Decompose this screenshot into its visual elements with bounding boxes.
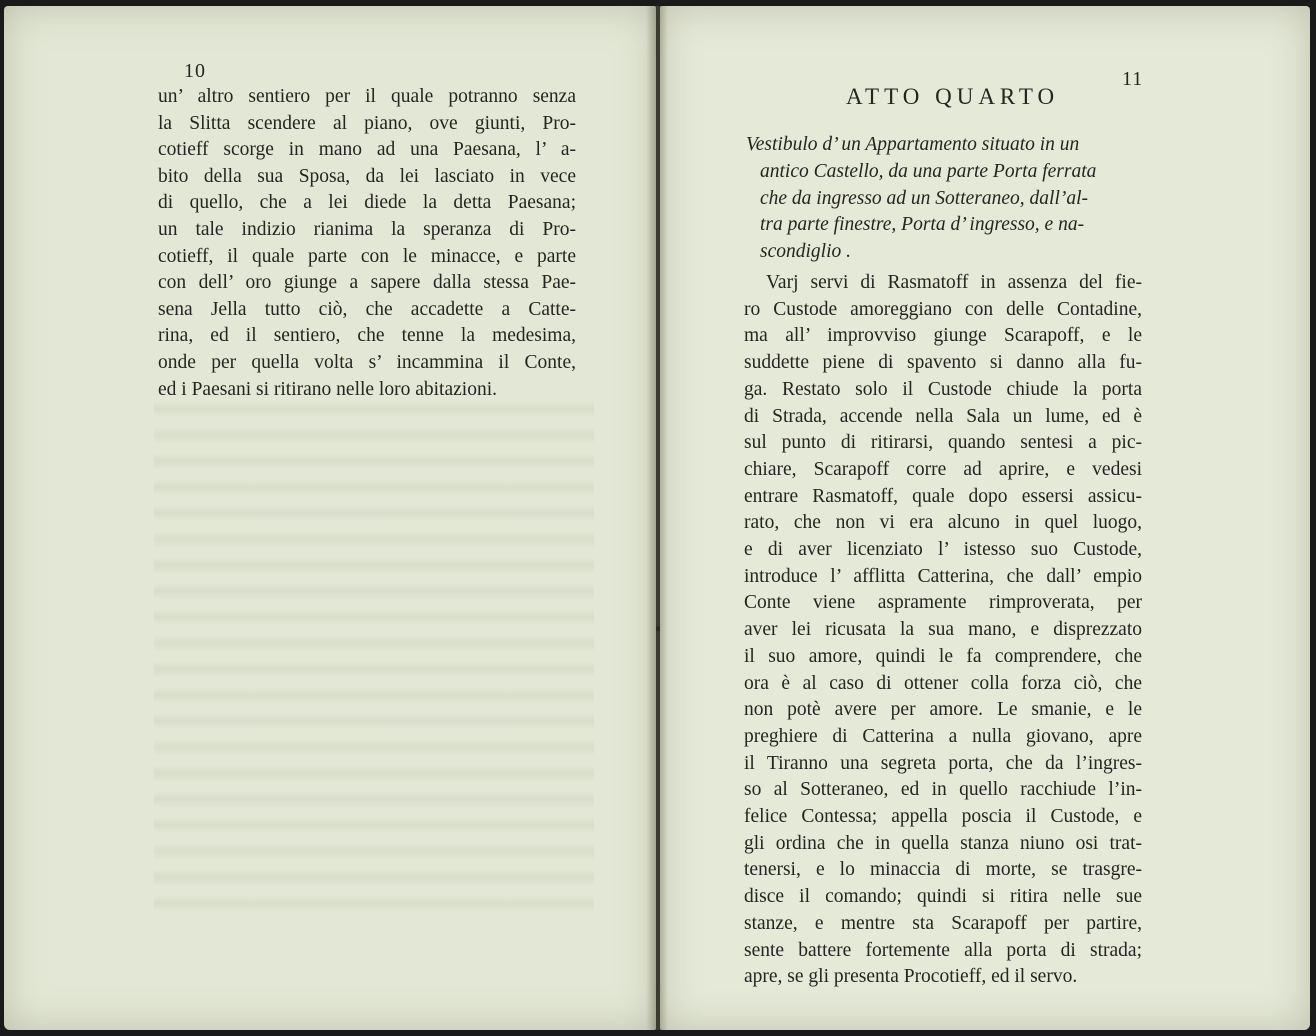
setting-line: antico Castello, da una parte Porta ferrata — [760, 160, 1097, 182]
text-line: con dell’ oro giunge a sapere dalla stessa Pae- — [158, 272, 576, 294]
text-line: entrare Rasmatoff, quale dopo essersi assicu- — [744, 485, 1142, 507]
text-line: sena Jella tutto ciò, che accadette a Catte- — [158, 298, 576, 320]
setting-line: tra parte finestre, Porta d’ ingresso, e na- — [760, 214, 1085, 236]
act-heading: ATTO QUARTO — [846, 84, 1060, 109]
text-line: e di aver licenziato l’ istesso suo Custode, — [744, 539, 1142, 561]
text-line: Varj servi di Rasmatoff in assenza del fie- — [766, 272, 1142, 293]
text-line: chiare, Scarapoff corre ad aprire, e vedesi — [744, 458, 1142, 480]
setting-line: che da ingresso ad un Sotteraneo, dall’al- — [760, 187, 1089, 209]
show-through-text — [154, 401, 594, 921]
scene-setting — [746, 132, 1142, 266]
text-line: stanze, e mentre sta Scarapoff per partire, — [744, 912, 1142, 934]
text-line: un’ altro sentiero per il quale potranno senza — [158, 86, 576, 107]
text-line: so al Sotteraneo, ed in quello racchiude l’in- — [744, 779, 1142, 801]
setting-line: scondiglio . — [760, 241, 851, 263]
text-line: onde per quella volta s’ incammina il Conte, — [158, 351, 576, 373]
text-line: rina, ed il sentiero, che tenne la medesima, — [158, 325, 576, 347]
text-line: bito della sua Sposa, da lei lasciato in vece — [158, 165, 576, 187]
text-line: ro Custode amoreggiano con delle Contadine, — [744, 298, 1142, 320]
text-line: ma all’ improvviso giunge Scarapoff, e le — [744, 325, 1142, 347]
text-line: aver lei ricusata la sua mano, e disprezzato — [744, 619, 1142, 641]
right-page-number: 11 — [1122, 68, 1144, 90]
right-page-body — [744, 270, 1142, 991]
text-line: di Strada, accende nella Sala un lume, ed è — [744, 405, 1142, 427]
text-line: ora è al caso di ottener colla forza ciò, che — [744, 672, 1142, 694]
text-line: ga. Restato solo il Custode chiude la porta — [744, 378, 1142, 400]
text-line: il suo amore, quindi le fa comprendere, che — [744, 645, 1142, 667]
text-line: ed i Paesani si ritirano nelle loro abitazioni. — [158, 378, 497, 400]
text-line: preghiere di Catterina a nulla giovano, apre — [744, 725, 1142, 747]
text-line: di quello, che a lei diede la detta Paesana; — [158, 192, 576, 214]
text-line: apre, se gli presenta Procotieff, ed il servo. — [744, 966, 1078, 988]
text-line: Conte viene aspramente rimproverata, per — [744, 592, 1142, 614]
text-line: rato, che non vi era alcuno in quel luogo, — [744, 512, 1142, 534]
left-page-number: 10 — [184, 60, 206, 82]
setting-line: Vestibulo d’ un Appartamento situato in un — [746, 134, 1080, 155]
text-line: introduce l’ afflitta Catterina, che dall’ empio — [744, 565, 1142, 587]
text-line: la Slitta scendere al piano, ove giunti, Pro- — [158, 112, 576, 134]
text-line: gli ordina che in quella stanza niuno osi trat- — [744, 832, 1142, 854]
left-page-body — [158, 84, 576, 403]
text-line: un tale indizio rianima la speranza di Pro- — [158, 218, 576, 240]
text-line: cotieff scorge in mano ad una Paesana, l’ a- — [158, 139, 576, 161]
text-line: tenersi, e lo minaccia di morte, se trasgre- — [744, 859, 1142, 881]
text-line: disce il comando; quindi si ritira nelle sue — [744, 886, 1142, 908]
page-speck — [656, 626, 660, 631]
text-line: sente battere fortemente alla porta di strada; — [744, 939, 1142, 961]
text-line: cotieff, il quale parte con le minacce, e parte — [158, 245, 576, 267]
text-line: il Tiranno una segreta porta, che da l’ingres- — [744, 752, 1142, 774]
text-line: sul punto di ritirarsi, quando sentesi a pic- — [744, 432, 1142, 454]
text-line: suddette piene di spavento si danno alla fu- — [744, 352, 1142, 374]
text-line: felice Contessa; appella poscia il Custode, e — [744, 806, 1142, 828]
book-gutter — [646, 6, 668, 1030]
text-line: non potè avere per amore. Le smanie, e le — [744, 699, 1142, 721]
